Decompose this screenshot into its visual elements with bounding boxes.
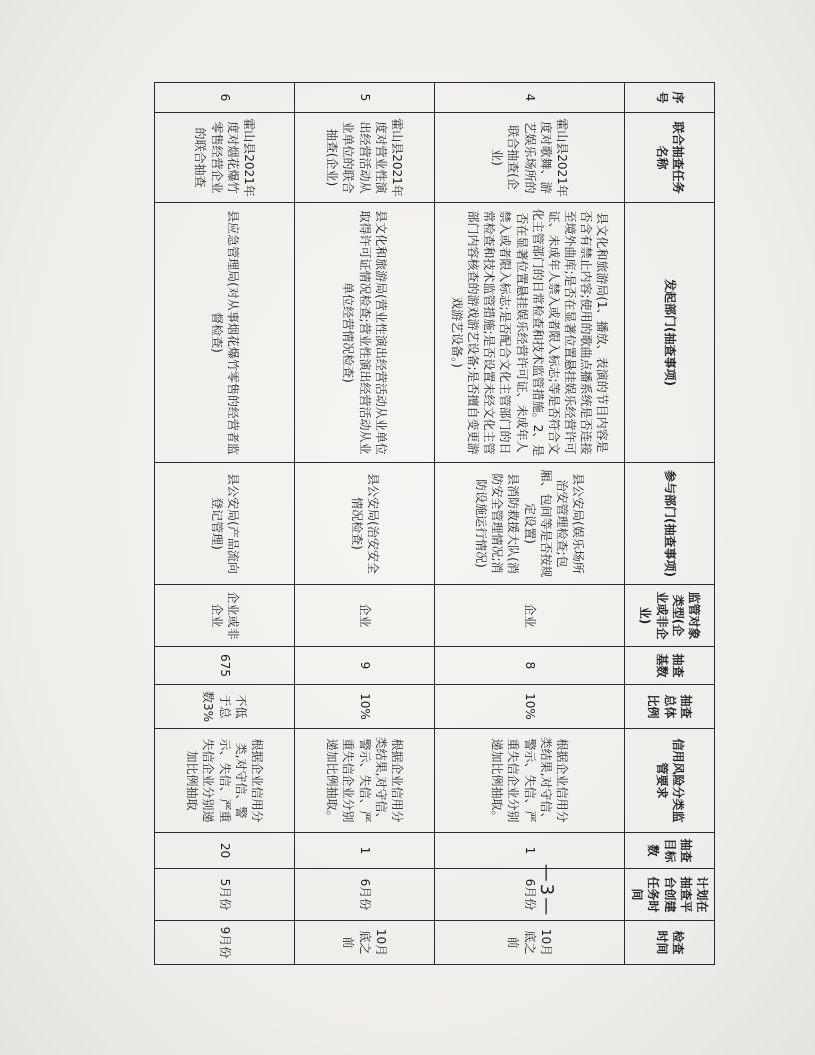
cell-target-count: 1 <box>295 833 435 869</box>
header-ratio: 抽查总体比例 <box>625 685 715 729</box>
cell-target-count: 1 <box>435 833 625 869</box>
cell-plan-time: 5月份 <box>155 869 295 921</box>
cell-check-time: 10月底之前 <box>295 921 435 965</box>
header-seq: 序号 <box>625 83 715 113</box>
cell-target-type: 企业或非企业 <box>155 585 295 647</box>
cell-seq: 5 <box>295 83 435 113</box>
cell-partner-dept: 县公安局(娱乐场所治安管理检查;包厢、包间等是否按规定设置) 县消防救援大队(消防安全管理情况;消防设施运行情况) <box>435 463 625 585</box>
cell-target-type: 企业 <box>435 585 625 647</box>
header-task-name: 联合抽查任务名称 <box>625 113 715 203</box>
cell-partner-dept: 县公安局(治安安全情况检查) <box>295 463 435 585</box>
cell-base: 9 <box>295 647 435 685</box>
page-number: —3— <box>536 863 558 918</box>
cell-task-name: 霍山县2021年度对歌舞、游艺娱乐场所的联合抽查(企业) <box>435 113 625 203</box>
cell-credit: 根据企业信用分类结果,对守信、警示、失信、严重失信企业分别递加比例抽取。 <box>295 729 435 833</box>
cell-seq: 4 <box>435 83 625 113</box>
cell-lead-dept: 县文化和旅游局(营业性演出经营活动从业单位取得许可证情况检查;营业性演出经营活动从业单位经营情况检查) <box>295 203 435 463</box>
cell-base: 8 <box>435 647 625 685</box>
header-credit: 信用风险分类监管要求 <box>625 729 715 833</box>
header-base: 抽查基数 <box>625 647 715 685</box>
cell-check-time: 10月底之前 <box>435 921 625 965</box>
header-check-time: 检查时间 <box>625 921 715 965</box>
header-lead-dept: 发起部门(抽查事项) <box>625 203 715 463</box>
cell-credit: 根据企业信用分类结果,对守信、警示、失信、严重失信企业分别递加比例抽取。 <box>435 729 625 833</box>
cell-lead-dept: 县文化和旅游局(1、播放、表演的节目内容是否含有禁止内容;使用的歌曲点播系统是否连接至境外曲库;是否在显著位置悬挂娱乐经营许可证、未成年人禁入或者限入标志;等是否符合文化主管部门的日常检查和技术监管措施。2、是否在显著位置悬挂娱乐经营许可证、未成年人禁入或者限入标志;是否配合文化主管部门的日常检查和技术监管措施;是否设置未经文化主管部门内容核查的游戏游艺设备;是否擅自变更游戏游艺设备。) <box>435 203 625 463</box>
table-row <box>295 83 435 965</box>
cell-credit: 根据企业信用分类,对守信、警示、失信、严重失信企业分别递加比例抽取 <box>155 729 295 833</box>
cell-task-name: 霍山县2021年度对烟花爆竹零售经营企业的联合抽查 <box>155 113 295 203</box>
cell-plan-time: 6月份 <box>295 869 435 921</box>
cell-plan-time: 6月份 <box>435 869 625 921</box>
cell-base: 675 <box>155 647 295 685</box>
cell-task-name: 霍山县2021年度对营业性演出经营活动从业单位的联合抽查(企业) <box>295 113 435 203</box>
cell-partner-dept: 县公安局(产品流向登记管理) <box>155 463 295 585</box>
cell-seq: 6 <box>155 83 295 113</box>
table-row <box>155 83 295 965</box>
cell-ratio: 不低于总数3% <box>155 685 295 729</box>
cell-ratio: 10% <box>435 685 625 729</box>
header-target-type: 监管对象类型(企业或非企业) <box>625 585 715 647</box>
cell-check-time: 9月份 <box>155 921 295 965</box>
joint-inspection-table <box>154 82 715 965</box>
table-row <box>435 83 625 965</box>
header-plan-time: 计划在抽查平台创建任务时间 <box>625 869 715 921</box>
cell-ratio: 10% <box>295 685 435 729</box>
cell-lead-dept: 县应急管理局(对从事烟花爆竹零售的经营者监督检查) <box>155 203 295 463</box>
header-target-count: 抽查目标数 <box>625 833 715 869</box>
cell-target-count: 20 <box>155 833 295 869</box>
header-row <box>625 83 715 965</box>
cell-target-type: 企业 <box>295 585 435 647</box>
rotated-table-wrapper <box>175 82 715 964</box>
header-partner-dept: 参与部门(抽查事项) <box>625 463 715 585</box>
